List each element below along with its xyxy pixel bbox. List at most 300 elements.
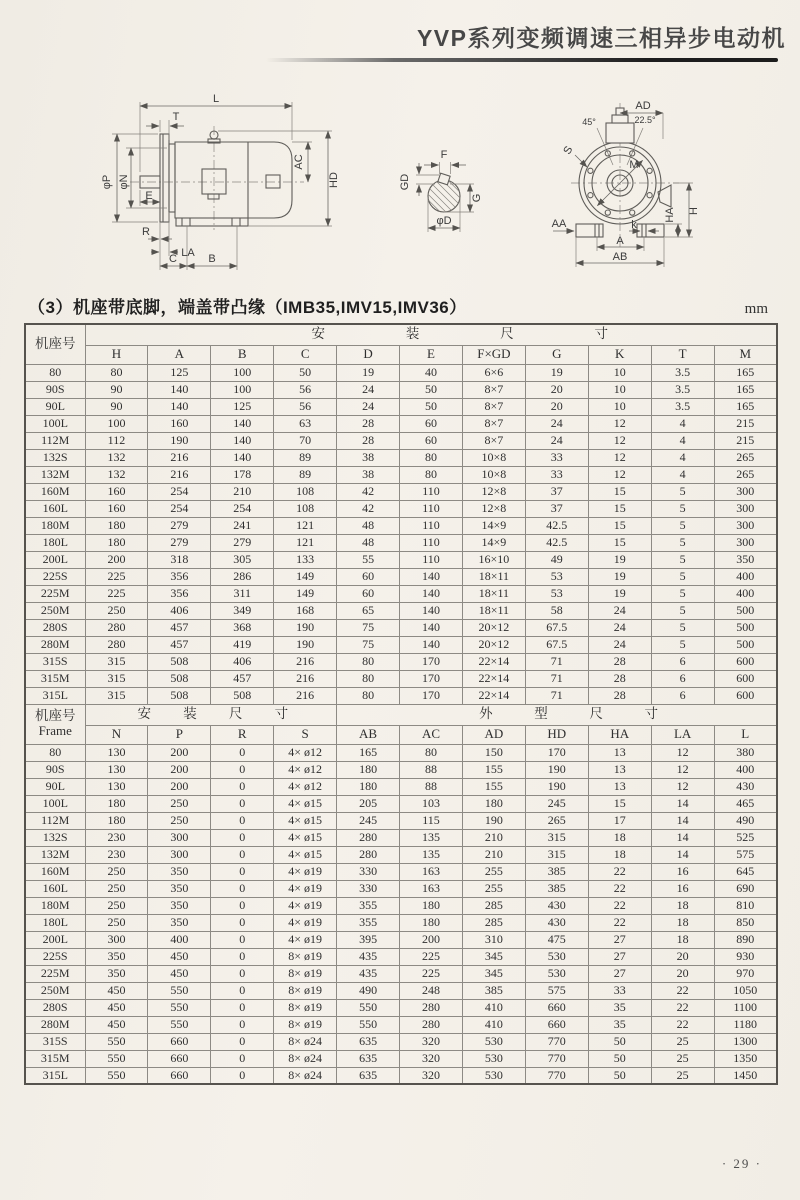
dimension-cell: 50 (400, 398, 463, 415)
dimension-cell: 5 (651, 483, 714, 500)
dimension-cell: 250 (148, 795, 211, 812)
dimension-cell: 254 (148, 500, 211, 517)
frame-size-cell: 132S (25, 829, 85, 846)
dimension-cell: 140 (148, 381, 211, 398)
dim-label-phi-D: φD (436, 215, 452, 227)
mounting-dimensions-label-2: 安 装 尺 寸 (137, 706, 289, 722)
column-header: D (337, 345, 400, 364)
frame-size-cell: 315L (25, 687, 85, 704)
shaft-section-outline (428, 173, 460, 212)
column-header: B (211, 345, 274, 364)
dimension-cell: 430 (714, 778, 777, 795)
dimension-cell: 0 (211, 897, 274, 914)
dimension-cell: 35 (588, 999, 651, 1016)
dimension-cell: 48 (337, 517, 400, 534)
dimension-cell: 315 (85, 687, 148, 704)
dimension-cell: 24 (588, 636, 651, 653)
dimension-cell: 250 (85, 914, 148, 931)
dimension-cell: 215 (714, 415, 777, 432)
table-row (25, 982, 777, 999)
dimension-cell: 280 (400, 999, 463, 1016)
table-row (25, 846, 777, 863)
dimension-cell: 50 (588, 1033, 651, 1050)
dimension-cell: 170 (400, 687, 463, 704)
dimension-cell: 63 (274, 415, 337, 432)
column-header: G (525, 345, 588, 364)
dimension-cell: 88 (400, 761, 463, 778)
dimension-cell: 12 (588, 466, 651, 483)
dimension-cell: 4× ø19 (274, 931, 337, 948)
table-row (25, 914, 777, 931)
dimension-cell: 255 (462, 880, 525, 897)
dimension-cell: 4 (651, 432, 714, 449)
dimension-cell: 250 (85, 863, 148, 880)
dimension-cell: 311 (211, 585, 274, 602)
section-heading: （3）机座带底脚，端盖带凸缘（IMB35,IMV15,IMV36） (28, 298, 467, 317)
dimension-cell: 19 (588, 585, 651, 602)
dimension-cell: 60 (337, 585, 400, 602)
dimension-cell: 245 (337, 812, 400, 829)
dimension-cell: 368 (211, 619, 274, 636)
dimension-cell: 500 (714, 619, 777, 636)
dimension-cell: 355 (337, 914, 400, 931)
dimension-cell: 14×9 (462, 534, 525, 551)
dimension-cell: 140 (211, 415, 274, 432)
dimension-cell: 165 (337, 744, 400, 761)
dimension-cell: 108 (274, 483, 337, 500)
dimension-cell: 356 (148, 585, 211, 602)
dimension-cell: 550 (148, 999, 211, 1016)
frame-size-cell: 180L (25, 914, 85, 931)
dimension-cell: 349 (211, 602, 274, 619)
dimension-cell: 80 (400, 449, 463, 466)
dimension-cell: 135 (400, 829, 463, 846)
dimension-cell: 90 (85, 381, 148, 398)
dimension-cell: 265 (714, 466, 777, 483)
dimension-cell: 60 (337, 568, 400, 585)
table1-group-header-row (25, 324, 777, 345)
dimension-cell: 279 (148, 517, 211, 534)
dimension-cell: 225 (400, 948, 463, 965)
dimension-cell: 8× ø19 (274, 1016, 337, 1033)
dimension-cell: 406 (148, 602, 211, 619)
dimension-cell: 0 (211, 1050, 274, 1067)
column-header: LA (651, 725, 714, 744)
dimension-cell: 140 (148, 398, 211, 415)
dimension-cell: 170 (400, 670, 463, 687)
dimension-cell: 0 (211, 999, 274, 1016)
table-row (25, 534, 777, 551)
dimension-cell: 300 (714, 534, 777, 551)
dimension-cell: 108 (274, 500, 337, 517)
table-row (25, 897, 777, 914)
dimension-cell: 305 (211, 551, 274, 568)
dimension-cell: 300 (714, 517, 777, 534)
dimension-cell: 0 (211, 846, 274, 863)
dimension-cell: 190 (525, 761, 588, 778)
dimension-cell: 6 (651, 670, 714, 687)
dimension-cell: 190 (462, 812, 525, 829)
dimension-cell: 12 (651, 778, 714, 795)
dimension-cell: 3.5 (651, 398, 714, 415)
section-heading-row (28, 292, 776, 318)
dimension-cell: 140 (400, 585, 463, 602)
dimension-cell: 225 (85, 585, 148, 602)
table-row (25, 948, 777, 965)
dimension-cell: 1450 (714, 1067, 777, 1084)
dimension-cell: 265 (525, 812, 588, 829)
dimension-cell: 550 (85, 1050, 148, 1067)
dimension-cell: 130 (85, 778, 148, 795)
dimension-cell: 320 (400, 1050, 463, 1067)
table-row (25, 364, 777, 381)
dimension-cell: 121 (274, 534, 337, 551)
frame-size-cell: 225S (25, 948, 85, 965)
dimension-cell: 28 (588, 653, 651, 670)
frame-size-cell: 160M (25, 863, 85, 880)
dimension-cell: 20×12 (462, 619, 525, 636)
front-view-outline (576, 108, 671, 237)
dimension-cell: 155 (462, 761, 525, 778)
dimension-cell: 300 (148, 846, 211, 863)
dimension-cell: 22 (588, 880, 651, 897)
table-row (25, 602, 777, 619)
overall-dimensions-label: 外 型 尺 寸 (479, 706, 658, 722)
column-header: HA (588, 725, 651, 744)
dimension-cell: 435 (337, 965, 400, 982)
dim-label-LA: LA (181, 247, 195, 259)
dimension-cell: 33 (525, 449, 588, 466)
dimension-cell: 280 (337, 846, 400, 863)
dimension-cell: 38 (337, 466, 400, 483)
dimension-cell: 248 (400, 982, 463, 999)
dimension-cell: 770 (525, 1067, 588, 1084)
dimension-cell: 27 (588, 948, 651, 965)
dimension-cell: 133 (274, 551, 337, 568)
dimension-cell: 635 (337, 1033, 400, 1050)
dimension-cell: 125 (148, 364, 211, 381)
dimension-cell: 14 (651, 795, 714, 812)
dimension-cell: 770 (525, 1033, 588, 1050)
dimension-cell: 13 (588, 761, 651, 778)
dimension-cell: 0 (211, 1016, 274, 1033)
dimension-cell: 10 (588, 364, 651, 381)
dimension-cell: 400 (714, 585, 777, 602)
dimension-cell: 100 (85, 415, 148, 432)
dimension-cell: 6 (651, 653, 714, 670)
dimension-cell: 8×7 (462, 432, 525, 449)
dim-label-H: H (688, 207, 700, 215)
dimension-cell: 380 (714, 744, 777, 761)
dimension-cell: 28 (337, 415, 400, 432)
dimension-cell: 245 (525, 795, 588, 812)
dimension-cell: 4× ø15 (274, 846, 337, 863)
table2-column-header-row (25, 725, 777, 744)
frame-size-cell: 200L (25, 931, 85, 948)
dimension-cell: 216 (274, 670, 337, 687)
dimension-cell: 90 (85, 398, 148, 415)
column-header: C (274, 345, 337, 364)
dimension-cell: 279 (211, 534, 274, 551)
dimension-cell: 850 (714, 914, 777, 931)
dimension-cell: 279 (148, 534, 211, 551)
table2-group-header-mounting (85, 704, 337, 725)
dimension-cell: 110 (400, 534, 463, 551)
dimension-cell: 350 (148, 897, 211, 914)
dim-label-C: C (169, 253, 177, 265)
dimension-cell: 320 (400, 1067, 463, 1084)
dimension-cell: 25 (651, 1067, 714, 1084)
dimension-cell: 190 (274, 636, 337, 653)
dimension-cell: 395 (337, 931, 400, 948)
dimension-cell: 200 (148, 744, 211, 761)
dimension-cell: 121 (274, 517, 337, 534)
dimension-cell: 4× ø15 (274, 829, 337, 846)
frame-size-cell: 100L (25, 795, 85, 812)
frame-size-cell: 160L (25, 880, 85, 897)
dimension-cell: 16×10 (462, 551, 525, 568)
dimension-cell: 5 (651, 568, 714, 585)
dimension-cell: 80 (400, 744, 463, 761)
dimension-cell: 10 (588, 381, 651, 398)
dimension-cell: 315 (85, 670, 148, 687)
dimension-cell: 16 (651, 880, 714, 897)
dimension-cell: 22×14 (462, 670, 525, 687)
dimension-cell: 135 (400, 846, 463, 863)
dim-label-T: T (172, 111, 180, 123)
dimension-cell: 24 (525, 415, 588, 432)
dimension-cell: 8× ø19 (274, 982, 337, 999)
table2-group-header-row (25, 704, 777, 725)
frame-size-cell: 315L (25, 1067, 85, 1084)
dimension-cell: 103 (400, 795, 463, 812)
dimension-cell: 350 (148, 914, 211, 931)
dimension-cell: 660 (525, 1016, 588, 1033)
frame-size-cell: 180L (25, 534, 85, 551)
table1-row-header: 机座号 (25, 324, 85, 364)
table-row (25, 1016, 777, 1033)
dimension-cell: 450 (148, 948, 211, 965)
dimension-cell: 4 (651, 466, 714, 483)
dimension-cell: 635 (337, 1050, 400, 1067)
frame-size-cell: 315M (25, 670, 85, 687)
dimension-cell: 200 (85, 551, 148, 568)
dimension-cell: 180 (462, 795, 525, 812)
dimension-cell: 15 (588, 500, 651, 517)
dimension-cell: 22×14 (462, 653, 525, 670)
dimension-cell: 315 (525, 829, 588, 846)
dimension-cell: 165 (714, 381, 777, 398)
dimension-cell: 35 (588, 1016, 651, 1033)
dimension-cell: 250 (85, 880, 148, 897)
dimension-cell: 28 (337, 432, 400, 449)
dimension-cell: 8×7 (462, 415, 525, 432)
dimension-cell: 318 (148, 551, 211, 568)
dimension-cell: 160 (148, 415, 211, 432)
dimension-cell: 285 (462, 914, 525, 931)
dimension-cell: 53 (525, 568, 588, 585)
dimension-cell: 13 (588, 744, 651, 761)
dimension-cell: 27 (588, 931, 651, 948)
dimension-cell: 22 (651, 982, 714, 999)
table1-group-header-mounting (85, 324, 777, 345)
dimension-cell: 5 (651, 500, 714, 517)
dimension-cell: 0 (211, 982, 274, 999)
page-title: YVP系列变频调速三相异步电动机 (416, 25, 786, 51)
dimension-cell: 4× ø12 (274, 778, 337, 795)
dimension-cell: 130 (85, 761, 148, 778)
column-header: N (85, 725, 148, 744)
dimension-cell: 5 (651, 619, 714, 636)
dimension-cell: 190 (148, 432, 211, 449)
frame-size-cell: 160M (25, 483, 85, 500)
dimension-cell: 155 (462, 778, 525, 795)
dimension-cell: 24 (337, 398, 400, 415)
table-row (25, 398, 777, 415)
dimension-cell: 280 (400, 1016, 463, 1033)
dimension-cell: 24 (525, 432, 588, 449)
dimension-cell: 1180 (714, 1016, 777, 1033)
dimension-cell: 50 (400, 381, 463, 398)
dimension-cell: 350 (148, 880, 211, 897)
dimension-cell: 22 (588, 863, 651, 880)
dim-label-AC: AC (293, 154, 305, 170)
dimension-cell: 300 (85, 931, 148, 948)
dim-label-A: A (616, 235, 624, 247)
dimension-cell: 450 (148, 965, 211, 982)
dimension-cell: 50 (588, 1067, 651, 1084)
dimension-cell: 508 (148, 687, 211, 704)
table-row (25, 653, 777, 670)
unit-label: mm (744, 301, 768, 317)
dimension-cell: 0 (211, 1067, 274, 1084)
dimension-cell: 25 (651, 1033, 714, 1050)
dimension-cell: 286 (211, 568, 274, 585)
dim-label-22-5deg: 22.5° (634, 115, 656, 125)
dimension-cell: 216 (148, 449, 211, 466)
dimension-cell: 400 (714, 568, 777, 585)
dimension-cell: 14 (651, 846, 714, 863)
dimension-cell: 5 (651, 636, 714, 653)
dimension-cell: 190 (274, 619, 337, 636)
dimension-cell: 350 (714, 551, 777, 568)
dimension-cell: 80 (337, 687, 400, 704)
dimension-cell: 4× ø15 (274, 795, 337, 812)
table-row (25, 795, 777, 812)
table-row (25, 863, 777, 880)
dimension-cell: 355 (337, 897, 400, 914)
dimension-cell: 430 (525, 897, 588, 914)
dim-label-G: G (471, 193, 483, 203)
dimension-cell: 550 (85, 1033, 148, 1050)
dimension-cell: 0 (211, 778, 274, 795)
dimension-cell: 525 (714, 829, 777, 846)
dimension-cell: 4 (651, 415, 714, 432)
dimension-cell: 450 (85, 982, 148, 999)
dimension-cell: 4× ø12 (274, 761, 337, 778)
dimension-cell: 550 (148, 982, 211, 999)
dimension-cell: 530 (525, 965, 588, 982)
dimension-cell: 345 (462, 965, 525, 982)
dimension-cell: 4× ø19 (274, 897, 337, 914)
frame-size-cell: 90S (25, 761, 85, 778)
dimension-cell: 18 (651, 897, 714, 914)
frame-size-cell: 200L (25, 551, 85, 568)
frame-size-cell: 315S (25, 653, 85, 670)
dimension-cell: 14×9 (462, 517, 525, 534)
table-row (25, 829, 777, 846)
dimension-cell: 205 (337, 795, 400, 812)
dimension-cell: 508 (211, 687, 274, 704)
dim-label-HD: HD (328, 172, 340, 188)
dimension-cell: 200 (148, 761, 211, 778)
table-row (25, 636, 777, 653)
column-header: A (148, 345, 211, 364)
dimension-cell: 8× ø19 (274, 999, 337, 1016)
dimension-cell: 18 (588, 829, 651, 846)
column-header: AC (400, 725, 463, 744)
side-view-outline (140, 131, 292, 226)
page-header (0, 0, 800, 62)
dimension-cell: 690 (714, 880, 777, 897)
table-row (25, 432, 777, 449)
dimension-cell: 0 (211, 1033, 274, 1050)
dimension-cell: 457 (211, 670, 274, 687)
dimension-cell: 16 (651, 863, 714, 880)
dimension-cell: 0 (211, 931, 274, 948)
dimension-cell: 530 (462, 1033, 525, 1050)
dimension-cell: 140 (400, 568, 463, 585)
technical-drawings (0, 92, 800, 292)
dimension-cell: 58 (525, 602, 588, 619)
frame-size-cell: 90L (25, 398, 85, 415)
dimension-cell: 150 (462, 744, 525, 761)
dimension-cell: 71 (525, 653, 588, 670)
dimension-cell: 8× ø19 (274, 965, 337, 982)
dimension-cell: 163 (400, 880, 463, 897)
table-row (25, 931, 777, 948)
dimension-cell: 22×14 (462, 687, 525, 704)
dimension-cell: 70 (274, 432, 337, 449)
dimension-cell: 18 (651, 914, 714, 931)
dimension-cell: 42.5 (525, 517, 588, 534)
dimension-cell: 265 (714, 449, 777, 466)
frame-size-cell: 132M (25, 846, 85, 863)
dimension-cell: 660 (148, 1033, 211, 1050)
dimension-cell: 356 (148, 568, 211, 585)
frame-size-cell: 160L (25, 500, 85, 517)
dimension-cell: 0 (211, 880, 274, 897)
dimension-cell: 8× ø24 (274, 1067, 337, 1084)
dimension-cell: 19 (337, 364, 400, 381)
dimension-cell: 810 (714, 897, 777, 914)
dimension-cell: 6×6 (462, 364, 525, 381)
dimension-cell: 20 (651, 965, 714, 982)
dimension-cell: 230 (85, 846, 148, 863)
table-row (25, 517, 777, 534)
table-row (25, 381, 777, 398)
dimension-cell: 216 (274, 687, 337, 704)
column-header: AB (337, 725, 400, 744)
dimension-cell: 15 (588, 795, 651, 812)
frame-size-cell: 315M (25, 1050, 85, 1067)
column-header: F×GD (462, 345, 525, 364)
dimension-cell: 12 (588, 432, 651, 449)
frame-size-cell: 100L (25, 415, 85, 432)
dimension-cell: 37 (525, 500, 588, 517)
dimension-cell: 33 (525, 466, 588, 483)
dimension-cell: 42 (337, 483, 400, 500)
